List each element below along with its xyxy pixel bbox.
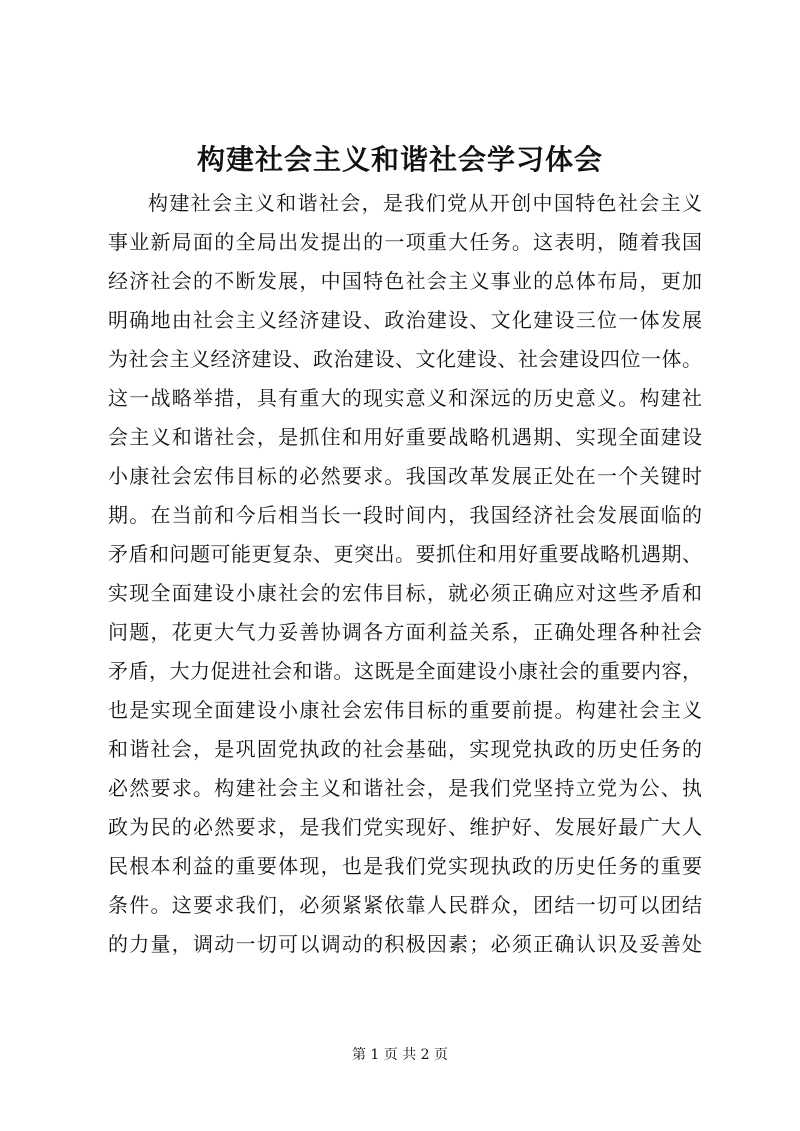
body-line: 经济社会的不断发展，中国特色社会主义事业的总体布局，更加	[108, 269, 702, 293]
body-line: 为社会主义经济建设、政治建设、文化建设、社会建设四位一体。	[108, 347, 702, 371]
body-line: 问题，花更大气力妥善协调各方面利益关系，正确处理各种社会	[108, 620, 702, 644]
document-title: 构建社会主义和谐社会学习体会	[196, 143, 603, 176]
body-line: 小康社会宏伟目标的必然要求。我国改革发展正处在一个关键时	[108, 464, 702, 488]
body-line: 期。在当前和今后相当长一段时间内，我国经济社会发展面临的	[108, 503, 702, 527]
body-line: 构建社会主义和谐社会，是我们党从开创中国特色社会主义	[148, 191, 702, 215]
body-line: 这一战略举措，具有重大的现实意义和深远的历史意义。构建社	[108, 386, 702, 410]
body-line: 和谐社会，是巩固党执政的社会基础，实现党执政的历史任务的	[108, 737, 702, 761]
body-line: 矛盾，大力促进社会和谐。这既是全面建设小康社会的重要内容，	[108, 659, 702, 683]
body-line: 的力量，调动一切可以调动的积极因素；必须正确认识及妥善处	[108, 932, 702, 956]
body-line: 条件。这要求我们，必须紧紧依靠人民群众，团结一切可以团结	[108, 893, 702, 917]
body-line: 实现全面建设小康社会的宏伟目标，就必须正确应对这些矛盾和	[108, 581, 702, 605]
page-number-footer: 第 1 页 共 2 页	[351, 1047, 449, 1063]
body-line: 民根本利益的重要体现，也是我们党实现执政的历史任务的重要	[108, 854, 702, 878]
document-body	[108, 184, 702, 964]
body-line: 会主义和谐社会，是抓住和用好重要战略机遇期、实现全面建设	[108, 425, 702, 449]
body-line: 也是实现全面建设小康社会宏伟目标的重要前提。构建社会主义	[108, 698, 702, 722]
body-line: 明确地由社会主义经济建设、政治建设、文化建设三位一体发展	[108, 308, 702, 332]
body-line: 事业新局面的全局出发提出的一项重大任务。这表明，随着我国	[108, 230, 702, 254]
body-line: 政为民的必然要求，是我们党实现好、维护好、发展好最广大人	[108, 815, 702, 839]
body-line: 必然要求。构建社会主义和谐社会，是我们党坚持立党为公、执	[108, 776, 702, 800]
body-line: 矛盾和问题可能更复杂、更突出。要抓住和用好重要战略机遇期、	[108, 542, 702, 566]
